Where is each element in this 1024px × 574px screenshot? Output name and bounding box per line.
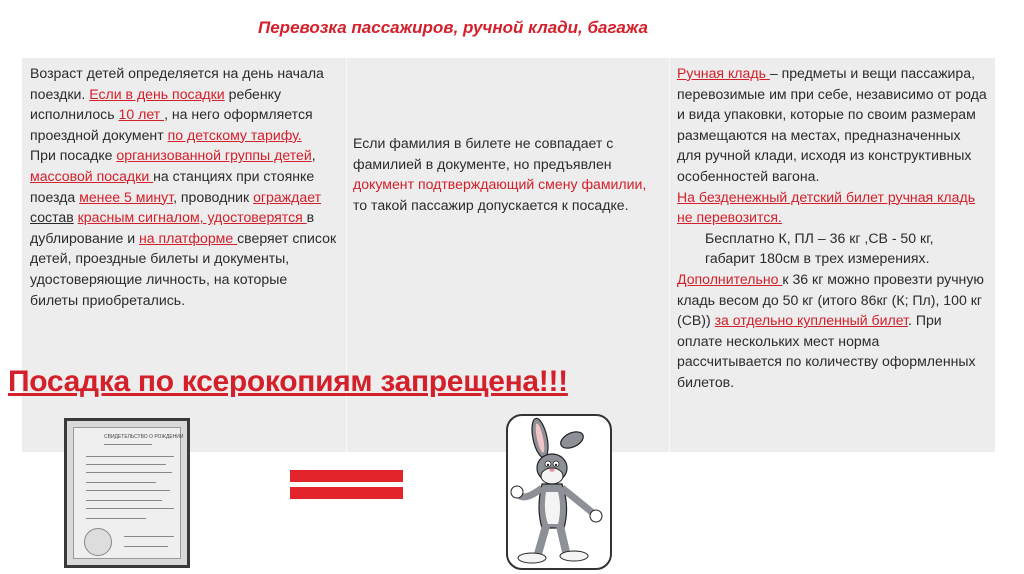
underlined-text: состав [30,209,74,226]
certificate-line [86,490,170,491]
highlight: за отдельно купленный билет [714,312,908,329]
paragraph-free-allowance: Бесплатно К, ПЛ – 36 кг ,СВ - 50 кг, габарит 180см в трех измерениях. [705,229,934,267]
equals-sign-bar-top [290,470,403,482]
paragraph-extra [677,269,987,393]
column-hand-luggage [670,58,995,452]
certificate-line [86,518,146,519]
slide-title: Перевозка пассажиров, ручной клади, багажа [258,18,648,37]
certificate-line [86,508,174,509]
text: При посадке [30,147,117,164]
highlight: менее 5 минут [79,188,174,205]
text: Возраст детей определяется на день начала поездки. [30,65,324,102]
highlight: Если в день посадки [89,85,225,102]
highlight: на платформе [139,229,238,246]
seal-icon [84,528,112,556]
certificate-line [86,482,156,483]
highlight: ограждает [253,188,322,205]
highlight: 10 лет [118,106,165,123]
text: , [311,147,316,164]
certificate-line [86,464,166,465]
text: сверяет список детей, проездные билеты и документы, удостоверяющие личность, на которые билеты приобретались. [30,229,337,308]
highlight: массовой посадки [30,167,154,184]
certificate-line [104,444,152,445]
rabbit-icon [508,416,610,568]
certificate-line [124,546,168,547]
paragraph-child-age [30,63,338,145]
highlight: красным сигналом, удостоверятся [77,209,307,226]
paragraph-surname [353,133,661,215]
text: Если фамилия в билете не совпадает с фамилией в документе, но предъявлен [353,135,614,172]
birth-certificate-image [64,418,190,568]
text: на станциях при стоянке поезда [30,167,315,205]
certificate-line [86,472,172,473]
paragraph-definition [677,63,987,187]
text: . При оплате нескольких мест норма рассчитывается по количеству оформленных билетов. [677,312,976,390]
text: то такой пассажир допускается к посадке. [353,196,629,213]
certificate-paper [73,427,184,559]
highlight: по детскому тарифу. [167,126,302,143]
text: – предметы и вещи пассажира, перевозимые им при себе, независимо от рода и вида упаковки, которые по своим размерам размещаются на местах, предназначенных для ручной клади, исходя из конструктивных особенностей вагона. [677,65,987,184]
paragraph-free-ticket [677,187,987,228]
highlight: документ подтверждающий смену фамилии, [353,176,647,193]
text: , проводник [173,188,254,205]
highlight: Дополнительно [677,270,783,287]
text: к 36 кг можно провезти ручную кладь весом до 50 кг (итого 86кг (К; Пл), 100 кг (СВ)) [677,270,984,329]
equals-sign-bar-bottom [290,487,403,499]
text: ребенку исполнилось [30,85,282,123]
certificate-header: СВИДЕТЕЛЬСТВО О РОЖДЕНИИ [104,434,184,440]
certificate-line [86,500,162,501]
paragraph-group-boarding [30,145,338,310]
xerox-warning: Посадка по ксерокопиям запрещена!!! [8,365,568,398]
highlight: Ручная кладь [677,65,770,81]
text: в дублирование и [30,209,315,246]
certificate-line [124,536,174,537]
cartoon-rabbit-image [506,414,612,570]
highlight: На безденежный детский билет ручная кладь не перевозится. [677,188,976,226]
text: , на него оформляется проездной документ [30,106,313,143]
certificate-line [86,456,174,457]
highlight: организованной группы детей [116,147,312,164]
